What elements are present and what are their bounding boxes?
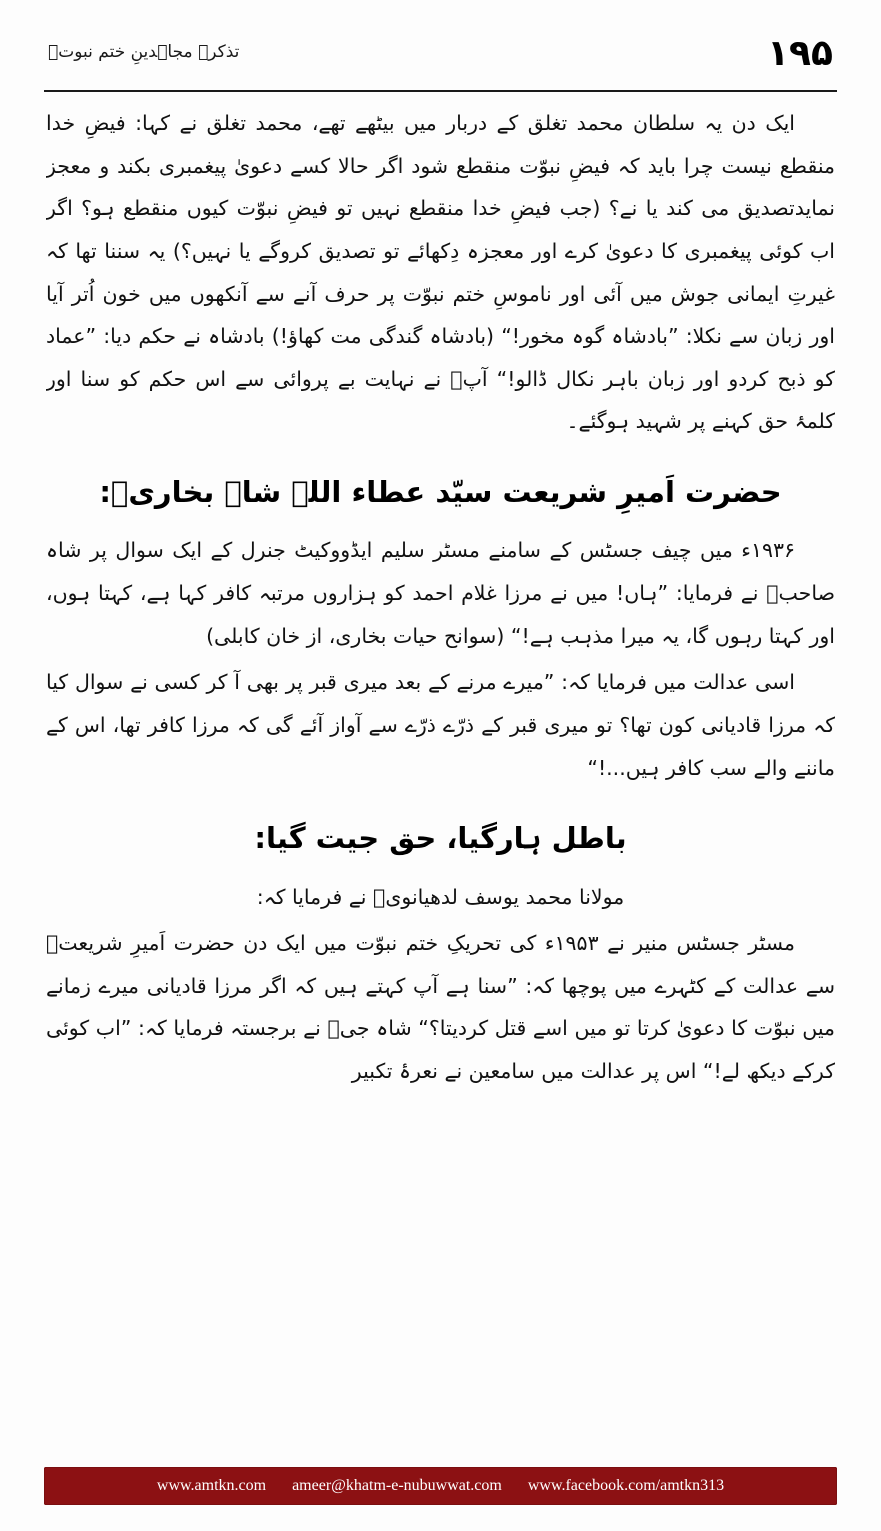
running-title: تذکرہ مجاہدینِ ختم نبوتؐ	[48, 42, 240, 63]
paragraph-1: ایک دن یہ سلطان محمد تغلق کے دربار میں بیٹھے تھے، محمد تغلق نے کہا: فیضِ خدا منقطع نیست چرا باید کہ فیضِ نبوّت منقطع شود اگر حالا کسے دعویٰ پیغمبری بکند و معجز نمایدتصدیق می کند یا نے؟ (جب فیضِ خدا منقطع نہیں تو فیضِ نبوّت کیوں منقطع ہو؟ اگر اب کوئی پیغمبری کا دعویٰ کرے اور معجزہ دِکھائے تو تصدیق کروگے یا نہیں؟) یہ سننا تھا کہ غیرتِ ایمانی جوش میں آئی اور ناموسِ ختم نبوّت پر حرف آنے سے آنکھوں میں خون اُتر آیا اور زبان سے نکلا: ”بادشاہ گوہ مخور!“ (بادشاہ گندگی مت کھاؤ!) بادشاہ نے حکم دیا: ”عماد کو ذبح کردو اور زبان باہر نکال ڈالو!“ آپؒ نے نہایت بے پروائی سے اس حکم کو سنا اور کلمۂ حق کہنے پر شہید ہوگئے۔	[46, 111, 835, 434]
footer-email-link[interactable]: ameer@khatm-e-nubuwwat.com	[292, 1477, 502, 1494]
paragraph-5: مسٹر جسٹس منیر نے ۱۹۵۳ء کی تحریکِ ختم نبوّت میں ایک دن حضرت اَمیرِ شریعتؒ سے عدالت کے کٹہرے میں پوچھا کہ: ”سنا ہے آپ کہتے ہیں کہ اگر مرزا قادیانی میرے زمانے میں نبوّت کا دعویٰ کرتا تو میں اسے قتل کردیتا؟“ شاہ جیؒ نے برجستہ فرمایا کہ: ”اب کوئی کرکے دیکھ لے!“ اس پر عدالت میں سامعین نے نعرۂ تکبیر	[46, 931, 835, 1084]
paragraph-4: مولانا محمد یوسف لدھیانویؒ نے فرمایا کہ:	[256, 884, 625, 909]
page-number: ۱۹۵	[767, 32, 833, 74]
footer-website-link[interactable]: www.amtkn.com	[156, 1477, 267, 1494]
footer-facebook-link[interactable]: www.facebook.com/amtkn313	[527, 1477, 725, 1494]
section-heading-haq-jeet-gaya: باطل ہارگیا، حق جیت گیا:	[254, 821, 627, 856]
paragraph-3: اسی عدالت میں فرمایا کہ: ”میرے مرنے کے بعد میری قبر پر بھی آ کر کسی نے سوال کیا کہ مرزا قادیانی کون تھا؟ تو میری قبر کے ذرّے ذرّے سے آواز آئے گی کہ مرزا کافر تھا، اس کے ماننے والے سب کافر ہیں...!“	[46, 670, 835, 780]
page-content	[46, 102, 835, 1531]
page-footer	[44, 1467, 837, 1505]
page-header	[48, 22, 833, 84]
paragraph-2: ۱۹۳۶ء میں چیف جسٹس کے سامنے مسٹر سلیم ایڈووکیٹ جنرل کے ایک سوال پر شاہ صاحبؒ نے فرمایا: ”ہاں! میں نے مرزا غلام احمد کو ہزاروں مرتبہ کافر کہا ہے، کہتا ہوں، اور کہتا رہوں گا، یہ میرا مذہب ہے!“ (سوانح حیات بخاری، از خان کابلی)	[46, 538, 835, 648]
section-heading-bukhari: حضرت اَمیرِ شریعت سیّد عطاء اللہ شاہ بخاریؒ:	[99, 475, 782, 509]
header-divider	[44, 90, 837, 92]
